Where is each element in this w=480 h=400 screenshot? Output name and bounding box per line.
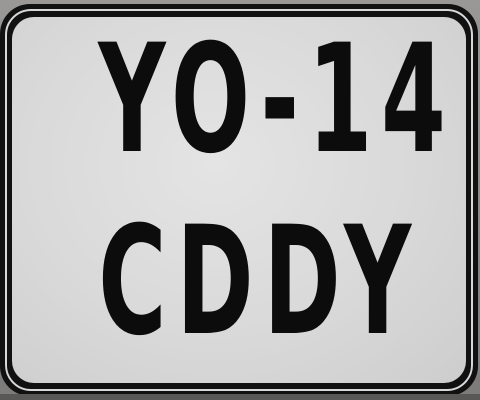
background-strip xyxy=(0,394,480,400)
license-plate xyxy=(12,17,466,383)
plate-line-2: CDDY xyxy=(98,195,422,369)
plate-line-1: YO-14 xyxy=(98,17,455,187)
